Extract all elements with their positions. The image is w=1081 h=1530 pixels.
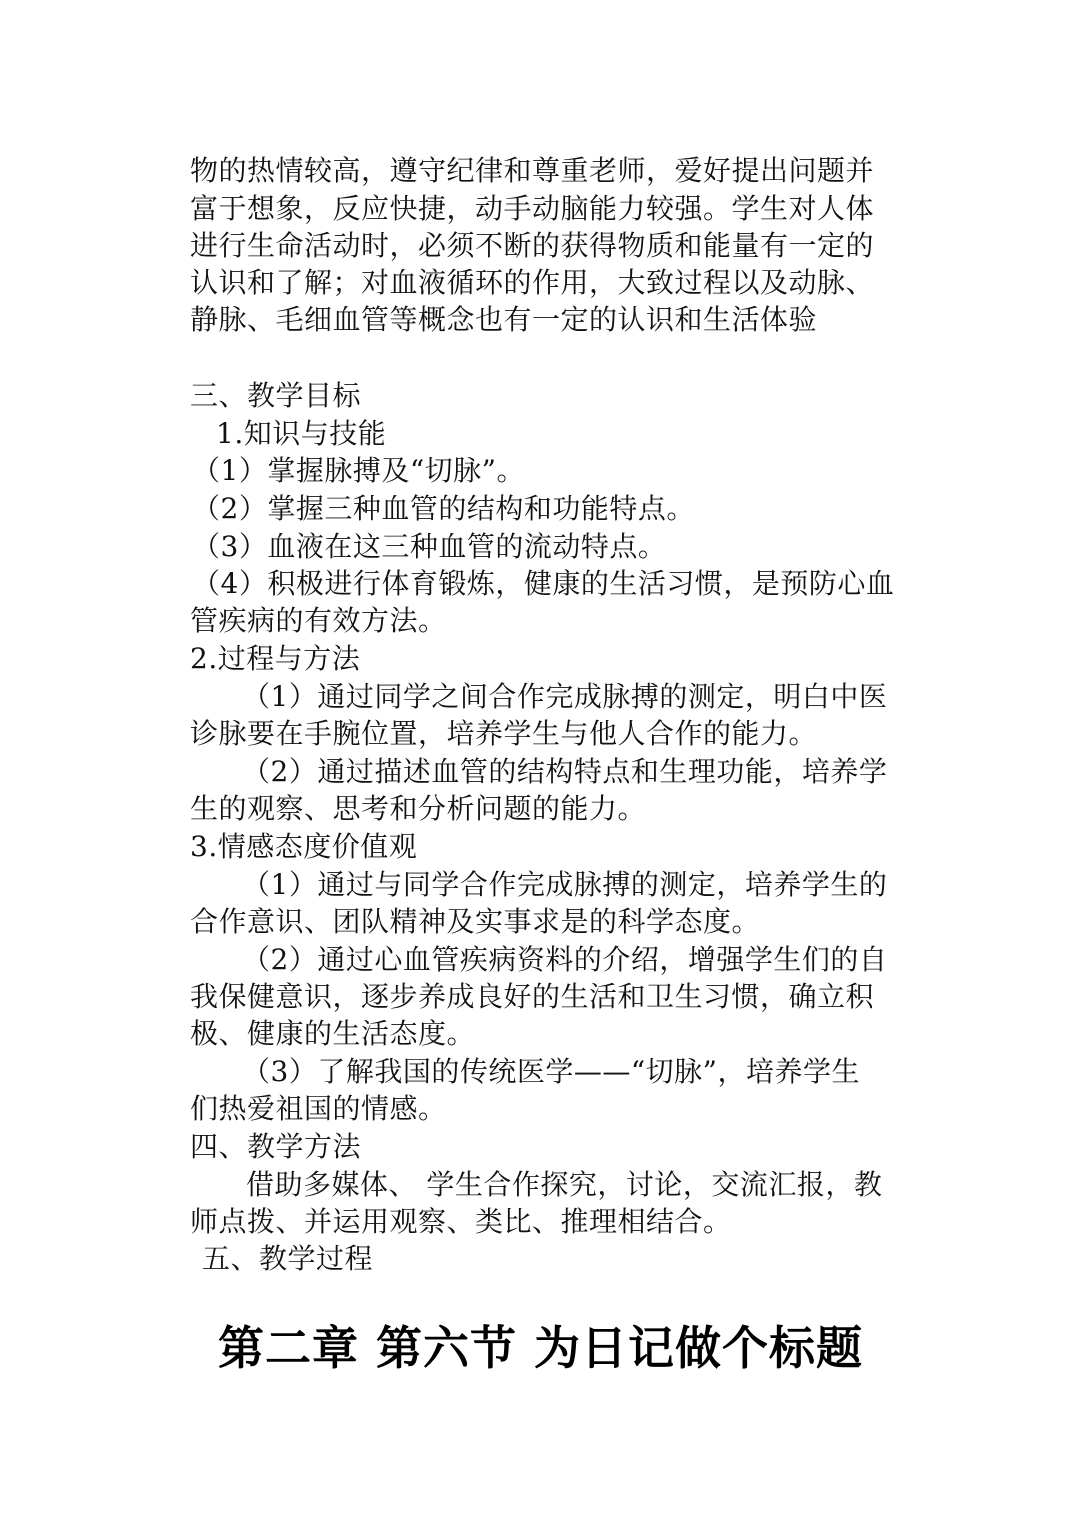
text-line: （2）通过描述血管的结构特点和生理功能，培养学: [242, 755, 888, 788]
text-line: 进行生命活动时，必须不断的获得物质和能量有一定的: [190, 229, 875, 262]
list-item: （4）积极进行体育锻炼，健康的生活习惯，是预防心血: [192, 567, 895, 600]
text-line: 静脉、毛细血管等概念也有一定的认识和生活体验: [190, 303, 818, 336]
chapter-heading: 第二章 第六节 为日记做个标题: [217, 1321, 864, 1375]
text-line: 师点拨、并运用观察、类比、推理相结合。: [190, 1205, 732, 1238]
text-line: 借助多媒体、 学生合作探究，讨论，交流汇报，教: [246, 1168, 883, 1201]
subsection-title: 1.知识与技能: [216, 417, 387, 450]
text-line: （3）了解我国的传统医学——“切脉”，培养学生: [242, 1055, 860, 1088]
text-line: 们热爱祖国的情感。: [190, 1092, 447, 1125]
list-item: （3）血液在这三种血管的流动特点。: [192, 530, 667, 563]
text-line: 我保健意识，逐步养成良好的生活和卫生习惯，确立积: [190, 980, 875, 1013]
text-line: 生的观察、思考和分析问题的能力。: [190, 792, 647, 825]
section-title: 三、教学目标: [190, 379, 362, 412]
text-line: 合作意识、团队精神及实事求是的科学态度。: [190, 905, 761, 938]
text-line: 物的热情较高，遵守纪律和尊重老师，爱好提出问题并: [190, 154, 875, 187]
list-item-continuation: 管疾病的有效方法。: [190, 604, 447, 637]
list-item: （1）掌握脉搏及“切脉”。: [192, 454, 525, 487]
section-title: 五、教学过程: [202, 1242, 374, 1275]
text-line: 极、健康的生活态度。: [190, 1017, 476, 1050]
list-item: （2）掌握三种血管的结构和功能特点。: [192, 492, 695, 525]
text-line: 富于想象，反应快捷，动手动脑能力较强。学生对人体: [190, 192, 875, 225]
text-line: 诊脉要在手腕位置，培养学生与他人合作的能力。: [190, 717, 818, 750]
subsection-title: 2.过程与方法: [190, 642, 361, 675]
text-line: （1）通过与同学合作完成脉搏的测定，培养学生的: [242, 868, 888, 901]
text-line: （2）通过心血管疾病资料的介绍，增强学生们的自: [242, 943, 888, 976]
subsection-title: 3.情感态度价值观: [190, 830, 418, 863]
text-line: 认识和了解；对血液循环的作用，大致过程以及动脉、: [190, 266, 875, 299]
section-title: 四、教学方法: [190, 1130, 362, 1163]
text-line: （1）通过同学之间合作完成脉搏的测定，明白中医: [242, 680, 888, 713]
